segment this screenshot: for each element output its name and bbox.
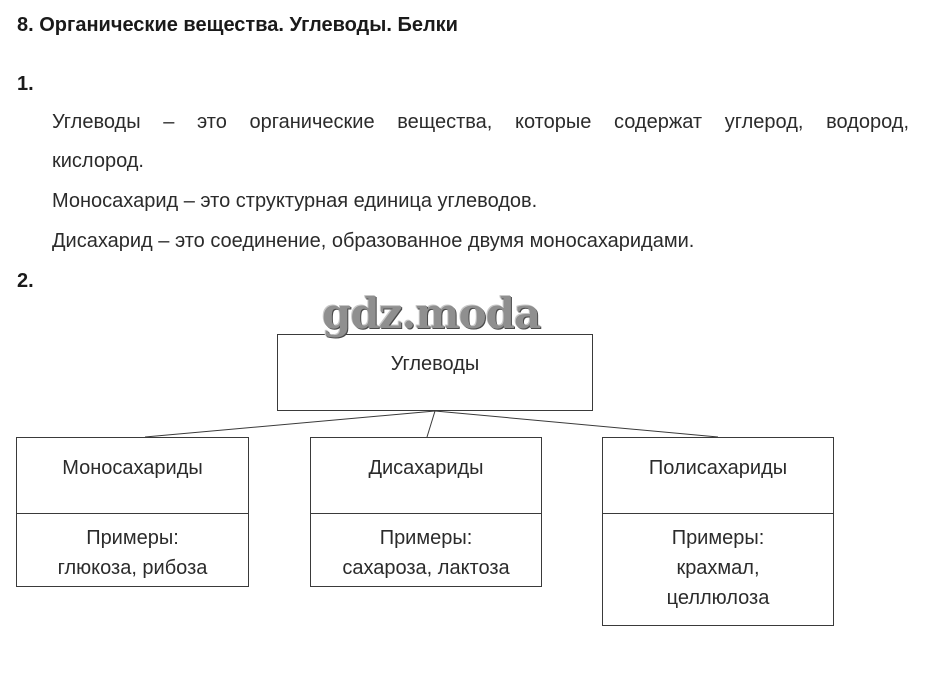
page-title: 8. Органические вещества. Углеводы. Белки [17, 14, 458, 36]
disaccharides-heading: Дисахариды [311, 438, 541, 514]
examples-line: целлюлоза [666, 587, 770, 609]
monosaccharides-examples [17, 514, 248, 583]
disaccharide-definition: Дисахарид – это соединение, образованное двумя моносахаридами. [52, 230, 695, 252]
examples-label: Примеры: [671, 527, 765, 549]
section-1-number: 1. [17, 73, 34, 95]
diagram-box-monosaccharides [16, 437, 249, 587]
diagram-root-box [277, 334, 593, 411]
examples-line: глюкоза, рибоза [57, 557, 208, 579]
section-2-number: 2. [17, 270, 34, 292]
polysaccharides-heading: Полисахариды [603, 438, 833, 514]
carbohydrate-definition-line-1: Углеводы – это органические вещества, которые содержат углерод, водород, [52, 111, 909, 133]
examples-line: крахмал, [676, 557, 760, 579]
monosaccharides-heading: Моносахариды [17, 438, 248, 514]
examples-label: Примеры: [86, 527, 179, 549]
examples-line: сахароза, лактоза [342, 557, 510, 579]
connector-line-monosaccharides [145, 411, 435, 437]
diagram-box-polysaccharides [602, 437, 834, 626]
examples-label: Примеры: [379, 527, 473, 549]
diagram-root-label: Углеводы [390, 353, 480, 375]
carbohydrate-definition-line-2: кислород. [52, 150, 144, 172]
watermark: gdz.moda [322, 289, 541, 338]
connector-line-polysaccharides [435, 411, 718, 437]
polysaccharides-examples [603, 514, 833, 613]
diagram-box-disaccharides [310, 437, 542, 587]
disaccharides-examples [311, 514, 541, 583]
monosaccharide-definition: Моносахарид – это структурная единица углеводов. [52, 190, 538, 212]
connector-line-disaccharides [427, 411, 435, 437]
